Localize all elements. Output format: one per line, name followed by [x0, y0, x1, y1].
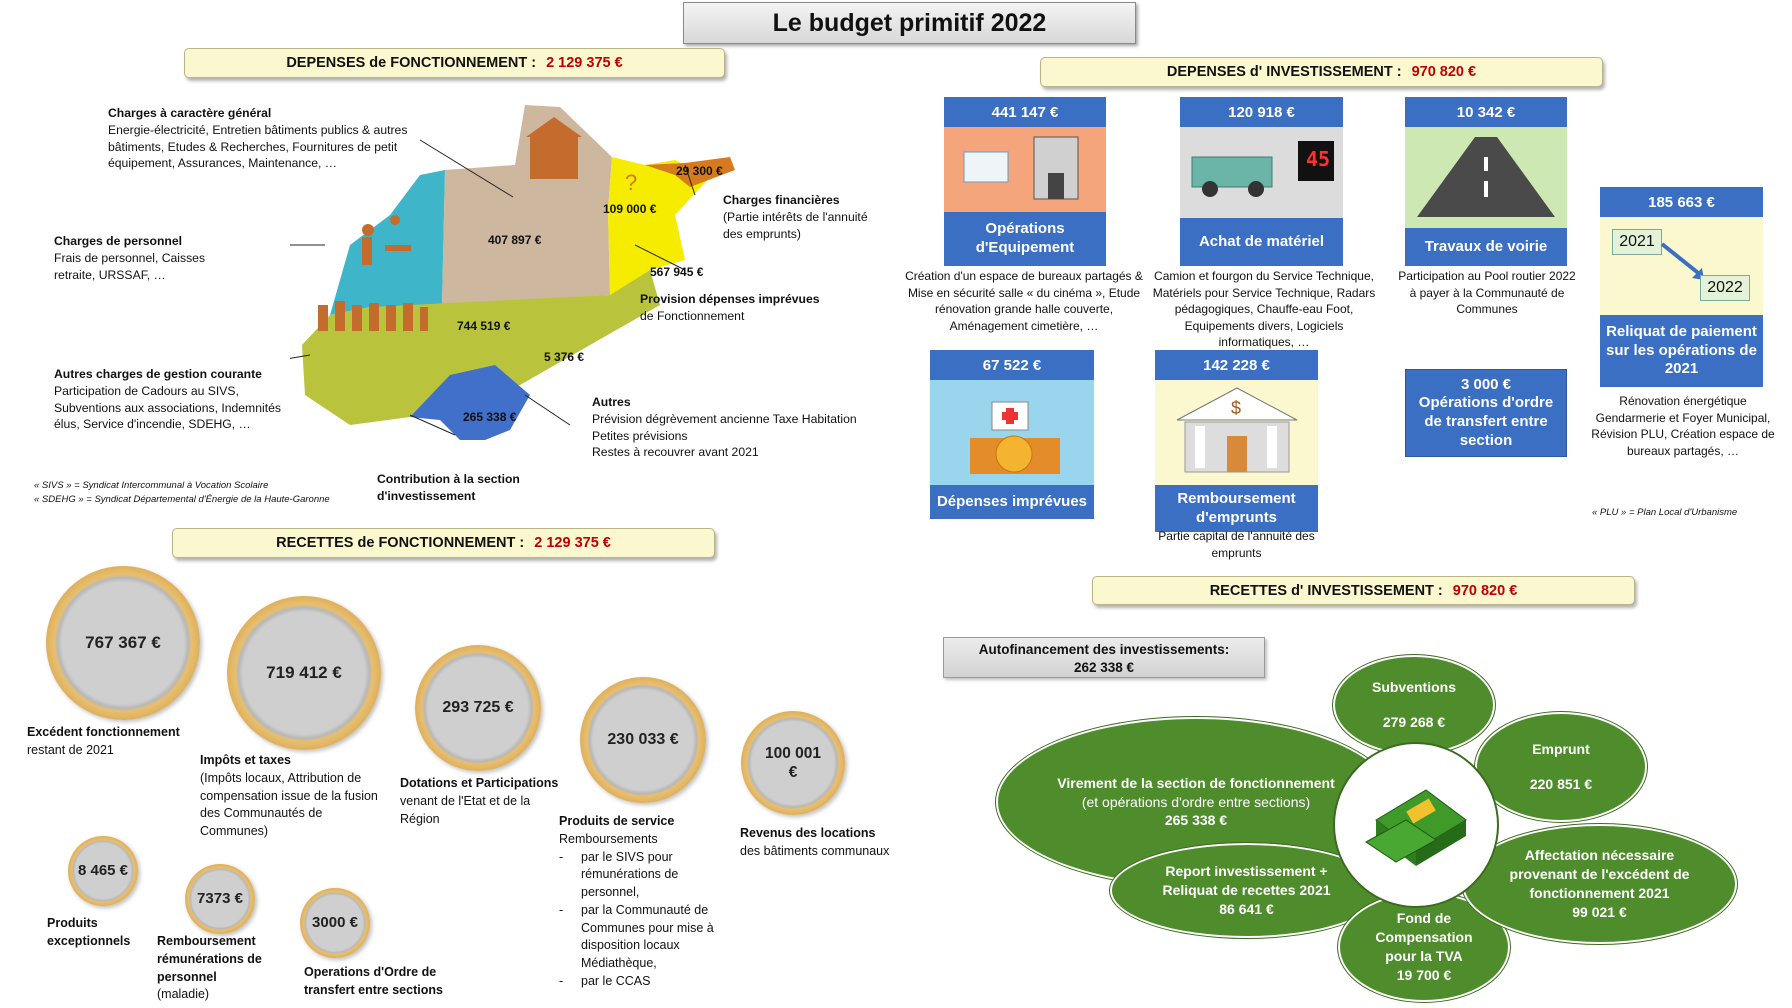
coin-dotations-body: venant de l'Etat et de la Région — [400, 793, 531, 826]
card-travaux-voirie-desc: Participation au Pool routier 2022 à payer à la Communauté de Communes — [1398, 269, 1576, 317]
card-remboursement-emprunts — [1155, 350, 1318, 527]
card-achat-materiel-value: 120 918 € — [1180, 97, 1343, 127]
office-tower-icon — [944, 127, 1106, 207]
charges-personnel-body: Frais de personnel, Caisses retraite, URSSAF, … — [54, 250, 206, 282]
ellipse-emprunt-value: 220 851 € — [1529, 776, 1593, 792]
radar-display: 45 — [1306, 147, 1331, 171]
rec-fonct-label: RECETTES de FONCTIONNEMENT : — [276, 535, 525, 551]
card-travaux-voirie-value: 10 342 € — [1405, 97, 1567, 127]
rec-invest-banner — [1092, 576, 1635, 605]
dep-fonct-amount: 2 129 375 € — [546, 55, 623, 71]
dep-invest-label: DEPENSES d' INVESTISSEMENT : — [1166, 64, 1402, 80]
coin-impots: 719 412 € — [227, 596, 381, 750]
card-reliquat — [1600, 187, 1763, 387]
ellipse-report-title: Report investissement + Reliquat de recettes 2021 — [1162, 863, 1331, 899]
coin-operations-ordre: 3000 € — [300, 888, 370, 958]
card-operations-ordre-value: 3 000 € — [1460, 375, 1512, 393]
coin-operations-ordre-desc — [304, 964, 474, 1000]
map-label-blue: 265 338 € — [463, 410, 517, 424]
autres-title: Autres — [592, 395, 631, 409]
ellipse-subventions-value: 279 268 € — [1382, 714, 1446, 730]
ellipse-emprunt-title: Emprunt — [1532, 741, 1590, 758]
coin-excedent-body: restant de 2021 — [27, 742, 114, 757]
card-depenses-imprevues-value: 67 522 € — [930, 350, 1094, 380]
ellipse-affectation — [1462, 824, 1737, 944]
map-label-beige: 407 897 € — [488, 233, 542, 247]
bullet-text: par le CCAS — [581, 973, 651, 988]
coin-operations-ordre-title: Operations d'Ordre de transfert entre sections — [304, 965, 443, 997]
coin-remboursement-desc — [157, 933, 282, 1004]
rec-invest-amount: 970 820 € — [1452, 582, 1518, 599]
bullet-text: par la Communauté de Communes pour mise à disposition locaux Médiathèque, — [581, 902, 714, 970]
charges-general-body: Energie-électricité, Entretien bâtiments publics & autres bâtiments, Etudes & Recherches, Fournitures de petit équipement, Assurances, Maintenance, … — [108, 122, 408, 171]
autofinancement-title: Autofinancement des investissements: — [978, 642, 1230, 657]
coin-excedent-title: Excédent fonctionnement — [27, 725, 180, 739]
bullet-text: par le SIVS pour rémunérations de personnel, — [581, 849, 679, 899]
coin-remboursement-title: Remboursement rémunérations de personnel — [157, 934, 262, 984]
contribution-title: Contribution à la section d'investissement — [377, 472, 520, 503]
coin-remboursement-body: (maladie) — [157, 987, 210, 1002]
rec-invest-label: RECETTES d' INVESTISSEMENT : — [1209, 582, 1443, 599]
provision-title: Provision dépenses imprévues — [640, 292, 820, 306]
coin-locations-desc — [740, 825, 890, 861]
bank-icon — [1155, 380, 1318, 480]
card-reliquat-value: 185 663 € — [1600, 187, 1763, 217]
card-reliquat-label: Reliquat de paiement sur les opérations de 2021 — [1600, 315, 1763, 387]
coin-impots-desc — [200, 752, 390, 841]
card-operations-equipement-desc: Création d'un espace de bureaux partagés & Mise en sécurité salle « du cinéma », Etude rénovation grande halle couverte, Aménagement cimetière, … — [905, 269, 1143, 333]
bullet-communaute: - par la Communauté de Communes pour mise à disposition locaux Médiathèque, — [559, 902, 734, 973]
money-circle — [1333, 742, 1499, 908]
charges-fin-title: Charges financières — [723, 193, 840, 207]
coin-produits-exceptionnels-desc — [47, 915, 147, 951]
dollar-icon: $ — [1231, 398, 1242, 418]
charges-personnel-title: Charges de personnel — [54, 234, 183, 248]
ellipse-subventions — [1333, 655, 1495, 755]
coin-excedent-desc — [27, 724, 207, 760]
card-reliquat-desc: Rénovation énergétique Gendarmerie et Foyer Municipal, Révision PLU, Création espace de bureaux partagés, … — [1591, 394, 1775, 458]
autres-charges-note — [54, 366, 304, 433]
autres-charges-body: Participation de Cadours au SIVS, Subventions aux associations, Indemnités élus, Service d'incendie, SDEHG, … — [54, 383, 281, 432]
money-stack-icon — [1356, 770, 1476, 880]
footnote-sivs: « SIVS » = Syndicat Intercommunal à Vocation Scolaire — [34, 480, 269, 491]
coin-produits-service-body: Remboursements — [559, 831, 658, 846]
coin-locations-title: Revenus des locations — [740, 826, 876, 840]
coin-locations: 100 001 € — [741, 711, 845, 815]
map-region-personnel — [330, 170, 445, 315]
ellipse-emprunt — [1475, 712, 1647, 822]
dep-invest-amount: 970 820 € — [1411, 64, 1477, 80]
ellipse-virement-title: Virement de la section de fonctionnement — [1057, 774, 1335, 791]
ellipse-virement-sub: (et opérations d'ordre entre sections) — [1081, 793, 1311, 810]
year-to-label: 2022 — [1700, 275, 1750, 301]
coin-produits-exceptionnels: 8 465 € — [68, 836, 138, 906]
map-label-teal: 567 945 € — [650, 265, 704, 279]
year-from-label: 2021 — [1612, 229, 1662, 255]
charges-fin-body: (Partie intérêts de l'annuité des emprunts) — [723, 209, 868, 241]
card-operations-equipement-value: 441 147 € — [944, 97, 1106, 127]
coin-produits-service-title: Produits de service — [559, 814, 675, 828]
autres-body: Prévision dégrèvement ancienne Taxe Habitation Petites prévisions Restes à recouvrer avant 2021 — [592, 411, 857, 460]
ellipse-affectation-title: Affectation nécessaire provenant de l'excédent de fonctionnement 2021 — [1509, 847, 1690, 901]
dep-fonct-label: DEPENSES de FONCTIONNEMENT : — [286, 55, 537, 71]
coin-impots-title: Impôts et taxes — [200, 753, 292, 767]
map-region-general — [442, 105, 612, 305]
question-mark-icon: ? — [625, 170, 638, 195]
card-remboursement-emprunts-desc: Partie capital de l'annuité des emprunts — [1158, 529, 1315, 560]
provision-note — [640, 291, 860, 325]
dep-fonct-banner — [184, 48, 725, 78]
ellipse-subventions-title: Subventions — [1371, 679, 1456, 696]
rec-fonct-banner — [172, 528, 715, 558]
road-icon — [1405, 127, 1567, 223]
autres-charges-title: Autres charges de gestion courante — [54, 367, 262, 381]
coin-dotations-title: Dotations et Participations — [400, 776, 559, 790]
charges-general-title: Charges à caractère général — [108, 106, 272, 120]
plu-note: « PLU » = Plan Local d'Urbanisme — [1592, 507, 1738, 518]
bullet-ccas: - par le CCAS — [559, 973, 734, 991]
autofinancement-scroll — [943, 637, 1265, 678]
first-aid-coins-icon — [930, 380, 1094, 480]
card-depenses-imprevues-label: Dépenses imprévues — [930, 485, 1094, 519]
charges-general-note — [108, 105, 428, 172]
card-operations-equipement — [944, 97, 1106, 261]
coin-dotations-desc — [400, 775, 570, 828]
card-achat-materiel — [1180, 97, 1343, 261]
coin-produits-exceptionnels-title: Produits exceptionnels — [47, 916, 131, 948]
coin-produits-service: 230 033 € — [580, 677, 706, 803]
charges-fin-note — [723, 192, 888, 242]
card-remboursement-emprunts-value: 142 228 € — [1155, 350, 1318, 380]
ellipse-virement-value: 265 338 € — [1164, 812, 1228, 829]
coin-excedent: 767 367 € — [46, 566, 200, 720]
coin-remboursement: 7373 € — [185, 864, 255, 934]
map-label-yellow: 109 000 € — [603, 202, 657, 216]
card-achat-materiel-desc: Camion et fourgon du Service Technique, Matériels pour Service Technique, Radars pédagogiques, Chauffe-eau Foot, Equipements divers, Logiciels informatiques, … — [1152, 269, 1376, 350]
contribution-note — [377, 471, 537, 505]
card-travaux-voirie-label: Travaux de voirie — [1405, 228, 1567, 266]
coin-dotations: 293 725 € — [415, 645, 541, 771]
card-achat-materiel-label: Achat de matériel — [1180, 218, 1343, 266]
rec-fonct-amount: 2 129 375 € — [534, 535, 611, 551]
map-label-olive: 744 519 € — [457, 319, 511, 333]
autofinancement-value: 262 338 € — [1073, 659, 1135, 675]
ellipse-report-value: 86 641 € — [1219, 900, 1274, 917]
card-depenses-imprevues — [930, 350, 1094, 515]
card-operations-ordre — [1405, 369, 1567, 457]
card-travaux-voirie — [1405, 97, 1567, 261]
ellipse-fctva-title: Fond de Compensation pour la TVA — [1375, 910, 1473, 964]
footnotes — [34, 479, 364, 507]
card-remboursement-emprunts-label: Remboursement d'emprunts — [1155, 485, 1318, 532]
provision-body: de Fonctionnement — [640, 308, 745, 323]
card-operations-ordre-label: Opérations d'ordre de transfert entre section — [1418, 394, 1554, 449]
dep-invest-banner — [1040, 57, 1603, 87]
coin-locations-body: des bâtiments communaux — [740, 843, 890, 858]
charges-personnel-note — [54, 233, 224, 283]
footnote-sdehg: « SDEHG » = Syndicat Départemental d'Énergie de la Haute-Garonne — [34, 493, 330, 505]
map-label-orange: 29 300 € — [676, 164, 723, 178]
card-operations-equipement-label: Opérations d'Equipement — [944, 212, 1106, 266]
map-label-small: 5 376 € — [544, 350, 585, 364]
autres-note — [592, 394, 882, 461]
bullet-sivs: - par le SIVS pour rémunérations de personnel, — [559, 849, 734, 902]
coin-produits-service-desc — [559, 813, 734, 991]
ellipse-affectation-value: 99 021 € — [1572, 903, 1627, 920]
ellipse-fctva-value: 19 700 € — [1396, 966, 1452, 983]
coin-impots-body: (Impôts locaux, Attribution de compensation issue de la fusion des Communautés de Communes) — [200, 770, 378, 838]
town-hall-icon — [530, 135, 578, 179]
page-title: Le budget primitif 2022 — [683, 2, 1136, 44]
